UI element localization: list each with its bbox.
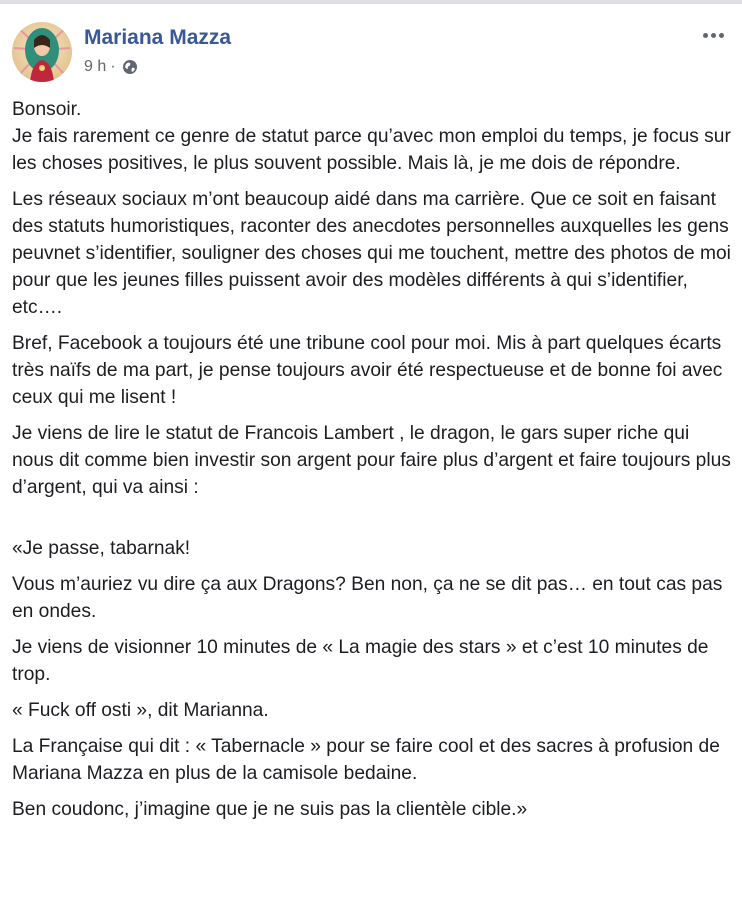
post-paragraph-4: Je viens de lire le statut de Francois Lambert , le dragon, le gars super riche qui nous dit comme bien investir son argent pour faire plus d’argent et faire toujours plus d’argent, qui va ainsi :: [12, 423, 731, 498]
post-time[interactable]: 9 h: [84, 58, 107, 75]
globe-icon[interactable]: [122, 59, 138, 75]
post-paragraph-9: La Française qui dit : « Tabernacle » pour se faire cool et des sacres à profusion de Mariana Mazza en plus de la camisole bedaine.: [12, 736, 720, 784]
more-options-icon[interactable]: [696, 24, 730, 46]
post-header: [12, 18, 730, 84]
post-meta: [84, 58, 138, 76]
avatar[interactable]: [12, 22, 72, 82]
avatar-image: [12, 22, 72, 82]
post-paragraph-6: Vous m’auriez vu dire ça aux Dragons? Ben non, ça ne se dit pas… en tout cas pas en ondes.: [12, 574, 723, 622]
post-paragraph-7: Je viens de visionner 10 minutes de « La magie des stars » et c’est 10 minutes de trop.: [12, 637, 709, 685]
meta-separator: ·: [110, 58, 116, 75]
post-paragraph-10: Ben coudonc, j’imagine que je ne suis pas la clientèle cible.»: [12, 799, 528, 820]
post-body: [12, 96, 732, 832]
post-paragraph-3: Bref, Facebook a toujours été une tribune cool pour moi. Mis à part quelques écarts très naïfs de ma part, je pense toujours avoir été respectueuse et de bonne foi avec ceux qui me lisent !: [12, 333, 723, 408]
facebook-post: [0, 4, 742, 900]
post-paragraph-2: Les réseaux sociaux m’ont beaucoup aidé dans ma carrière. Que ce soit en faisant des statuts humoristiques, raconter des anecdotes personnelles auxquelles les gens peuvnet s’identifier, souligner des choses qui me touchent, mettre des photos de moi pour que les jeunes filles puissent avoir des modèles différents à qui s’identifier, etc….: [12, 189, 731, 318]
post-paragraph-5: «Je passe, tabarnak!: [12, 538, 191, 559]
post-paragraph-1: Bonsoir. Je fais rarement ce genre de statut parce qu’avec mon emploi du temps, je focus sur les choses positives, le plus souvent possible. Mais là, je me dois de répondre.: [12, 99, 731, 174]
author-name[interactable]: Mariana Mazza: [84, 26, 232, 49]
post-paragraph-8: « Fuck off osti », dit Marianna.: [12, 700, 269, 721]
